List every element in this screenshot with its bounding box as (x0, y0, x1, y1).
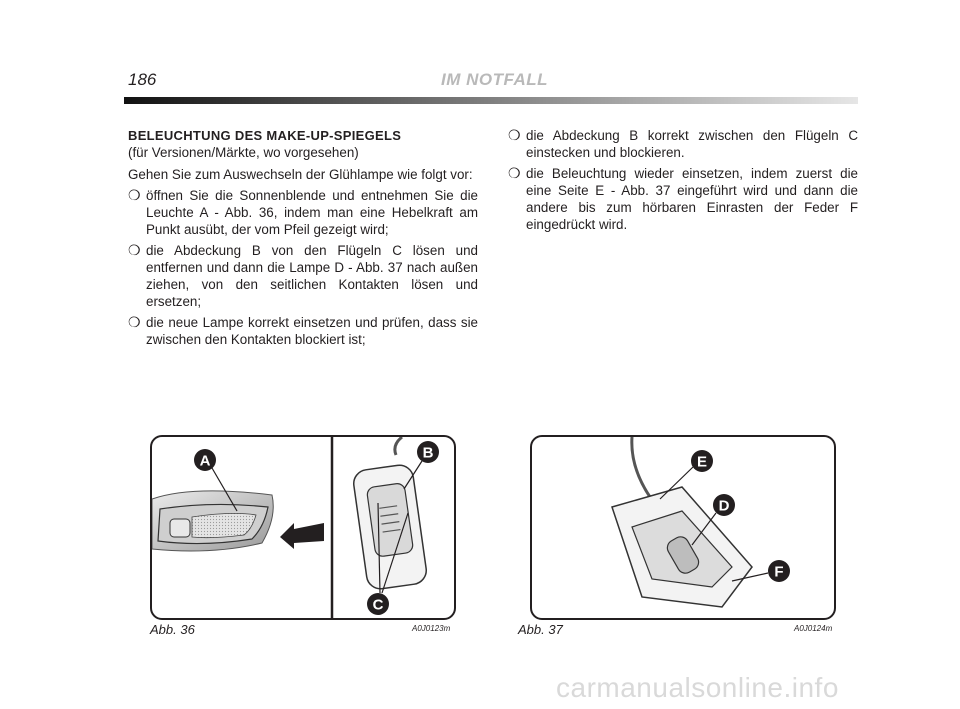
list-item: ❍ die Beleuchtung wieder einsetzen, indem zuerst die eine Seite E - Abb. 37 eingeführt wird und dann die andere bis zum hörbaren Einrasten der Feder F eingedrückt wird. (508, 165, 858, 232)
list-item: ❍ die Abdeckung B von den Flügeln C lösen und entfernen und dann die Lampe D - Abb. 37 nach außen ziehen, von den seitlichen Kontakten lösen und ersetzen; (128, 242, 478, 309)
section-heading: BELEUCHTUNG DES MAKE-UP-SPIEGELS (128, 128, 402, 143)
bullet-icon: ❍ (128, 242, 141, 258)
figure-36 (150, 435, 456, 620)
figure-36-code: A0J0123m (412, 624, 451, 633)
list-item: ❍ die Abdeckung B korrekt zwischen den Flügeln C einstecken und blockieren. (508, 127, 858, 160)
section-title: IM NOTFALL (441, 70, 548, 89)
svg-text:E: E (696, 453, 708, 471)
wire (395, 437, 402, 455)
figure-37-code: A0J0124m (794, 624, 833, 633)
svg-text:B: B (422, 444, 434, 462)
page-number: 186 (128, 70, 157, 89)
subheading: (für Versionen/Märkte, wo vorgesehen) (128, 145, 359, 160)
header-rule (124, 97, 858, 104)
figure-36-label: Abb. 36 (150, 622, 195, 637)
left-column (128, 127, 478, 348)
right-column (508, 127, 858, 233)
svg-text:C: C (372, 596, 384, 614)
lamp-switch (170, 519, 190, 537)
watermark: carmanualsonline.info (556, 672, 839, 703)
arrow-icon (280, 523, 324, 549)
bullet-icon: ❍ (508, 165, 521, 181)
figure-37-label: Abb. 37 (518, 622, 563, 637)
bullet-icon: ❍ (128, 187, 141, 203)
list-item: ❍ öffnen Sie die Sonnenblende und entnehmen Sie die Leuchte A - Abb. 36, indem man eine Hebelkraft am Punkt ausübt, der vom Pfeil gezeigt wird; (128, 187, 478, 237)
bullet-icon: ❍ (508, 127, 521, 143)
svg-text:A: A (199, 452, 211, 470)
intro-text: Gehen Sie zum Auswechseln der Glühlampe wie folgt vor: (128, 167, 473, 182)
figure-37-illustration (532, 437, 834, 618)
svg-text:F: F (774, 563, 784, 581)
svg-text:D: D (718, 497, 730, 515)
list-item: ❍ die neue Lampe korrekt einsetzen und prüfen, dass sie zwischen den Kontakten blockiert ist; (128, 314, 478, 347)
bullet-icon: ❍ (128, 314, 141, 330)
figure-36-illustration (152, 437, 454, 618)
figure-37 (530, 435, 836, 620)
wire (632, 437, 650, 497)
